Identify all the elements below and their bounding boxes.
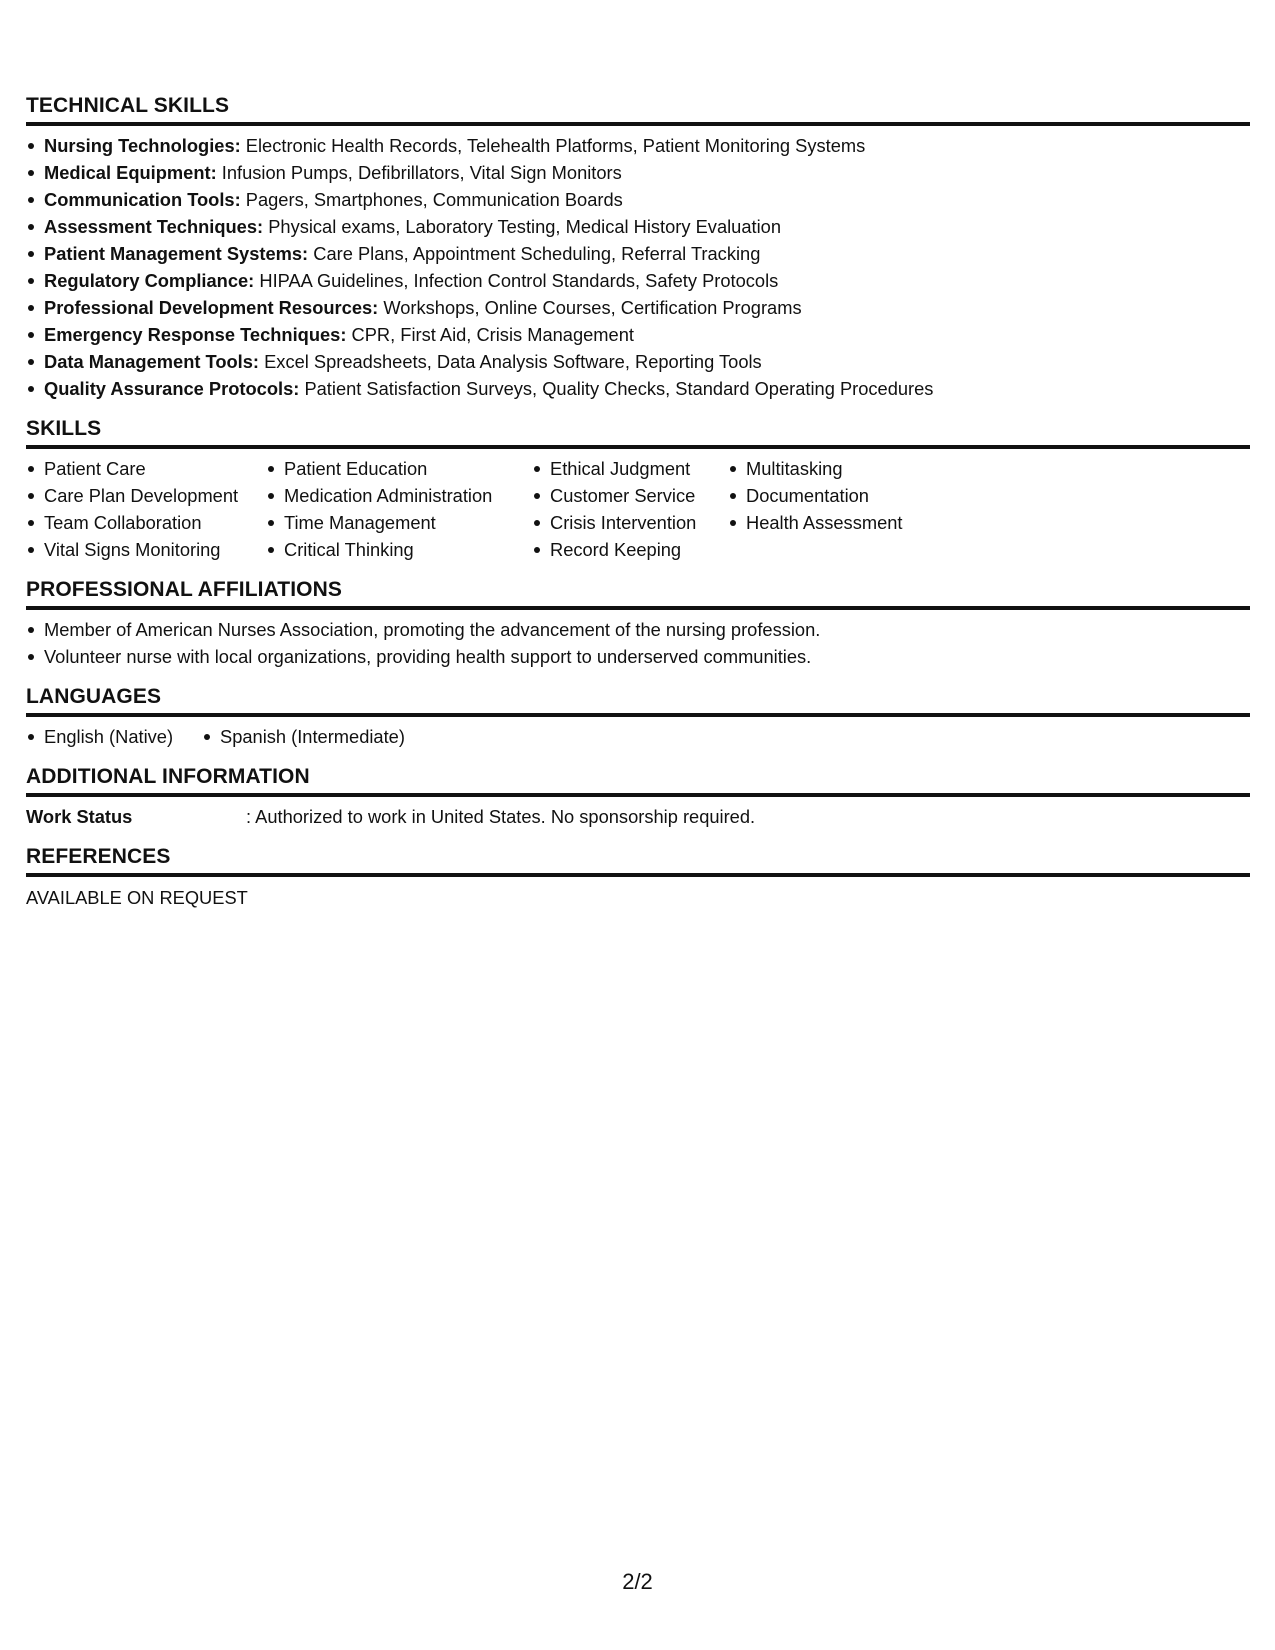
list-item: Care Plan Development — [26, 482, 266, 509]
section-title-languages: LANGUAGES — [26, 684, 1250, 717]
skills-column-2 — [266, 455, 532, 563]
section-title-references: REFERENCES — [26, 844, 1250, 877]
item-text: CPR, First Aid, Crisis Management — [351, 324, 634, 345]
section-title-skills: SKILLS — [26, 416, 1250, 449]
technical-skills-section — [26, 93, 1250, 402]
item-label: Assessment Techniques: — [44, 216, 264, 237]
list-item: Volunteer nurse with local organizations, providing health support to underserved communities. — [26, 643, 1250, 670]
list-item: Documentation — [728, 482, 928, 509]
affiliations-section — [26, 577, 1250, 670]
list-item: Ethical Judgment — [532, 455, 728, 482]
list-item: Team Collaboration — [26, 509, 266, 536]
item-label: Professional Development Resources: — [44, 297, 379, 318]
list-item: English (Native) — [26, 723, 202, 750]
item-label: Nursing Technologies: — [44, 135, 241, 156]
page-number: 2/2 — [622, 1569, 653, 1594]
list-item: Patient Care — [26, 455, 266, 482]
list-item — [26, 240, 1250, 267]
languages-column-2 — [202, 723, 405, 750]
item-text: Care Plans, Appointment Scheduling, Referral Tracking — [313, 243, 761, 264]
affiliations-list — [26, 616, 1250, 670]
list-item — [26, 375, 1250, 402]
list-item — [26, 159, 1250, 186]
skills-column-1 — [26, 455, 266, 563]
list-item — [26, 294, 1250, 321]
list-item — [26, 132, 1250, 159]
list-item: Medication Administration — [266, 482, 532, 509]
technical-skills-list — [26, 132, 1250, 402]
section-title-technical-skills: TECHNICAL SKILLS — [26, 93, 1250, 126]
item-text: Physical exams, Laboratory Testing, Medical History Evaluation — [268, 216, 781, 237]
section-title-affiliations: PROFESSIONAL AFFILIATIONS — [26, 577, 1250, 610]
item-label: Patient Management Systems: — [44, 243, 309, 264]
languages-section — [26, 684, 1250, 750]
references-text: AVAILABLE ON REQUEST — [26, 887, 248, 908]
item-label: Regulatory Compliance: — [44, 270, 255, 291]
list-item: Multitasking — [728, 455, 928, 482]
list-item: Member of American Nurses Association, promoting the advancement of the nursing profession. — [26, 616, 1250, 643]
list-item: Time Management — [266, 509, 532, 536]
item-text: HIPAA Guidelines, Infection Control Standards, Safety Protocols — [259, 270, 779, 291]
item-text: Workshops, Online Courses, Certification Programs — [383, 297, 802, 318]
item-label: Emergency Response Techniques: — [44, 324, 347, 345]
list-item — [26, 267, 1250, 294]
section-title-additional-info: ADDITIONAL INFORMATION — [26, 764, 1250, 797]
list-item: Record Keeping — [532, 536, 728, 563]
work-status-value: : Authorized to work in United States. No sponsorship required. — [246, 806, 756, 827]
item-text: Infusion Pumps, Defibrillators, Vital Sign Monitors — [221, 162, 622, 183]
list-item — [26, 321, 1250, 348]
additional-info-section — [26, 764, 1250, 830]
list-item: Health Assessment — [728, 509, 928, 536]
item-text: Excel Spreadsheets, Data Analysis Software, Reporting Tools — [264, 351, 762, 372]
languages-row — [26, 723, 1250, 750]
list-item: Crisis Intervention — [532, 509, 728, 536]
list-item: Customer Service — [532, 482, 728, 509]
list-item: Patient Education — [266, 455, 532, 482]
list-item: Critical Thinking — [266, 536, 532, 563]
list-item: Spanish (Intermediate) — [202, 723, 405, 750]
work-status-label: Work Status — [26, 806, 133, 827]
list-item — [26, 186, 1250, 213]
item-text: Electronic Health Records, Telehealth Platforms, Patient Monitoring Systems — [245, 135, 866, 156]
list-item — [26, 213, 1250, 240]
list-item — [26, 348, 1250, 375]
item-label: Communication Tools: — [44, 189, 241, 210]
references-section — [26, 844, 1250, 911]
item-label: Quality Assurance Protocols: — [44, 378, 300, 399]
item-label: Data Management Tools: — [44, 351, 260, 372]
item-text: Patient Satisfaction Surveys, Quality Checks, Standard Operating Procedures — [304, 378, 934, 399]
item-label: Medical Equipment: — [44, 162, 217, 183]
work-status-row — [26, 803, 1250, 830]
languages-column-1 — [26, 723, 202, 750]
skills-column-4 — [728, 455, 928, 563]
resume-page — [26, 93, 1250, 925]
list-item: Vital Signs Monitoring — [26, 536, 266, 563]
skills-section — [26, 416, 1250, 563]
skills-column-3 — [532, 455, 728, 563]
skills-grid — [26, 455, 1250, 563]
item-text: Pagers, Smartphones, Communication Boards — [245, 189, 623, 210]
